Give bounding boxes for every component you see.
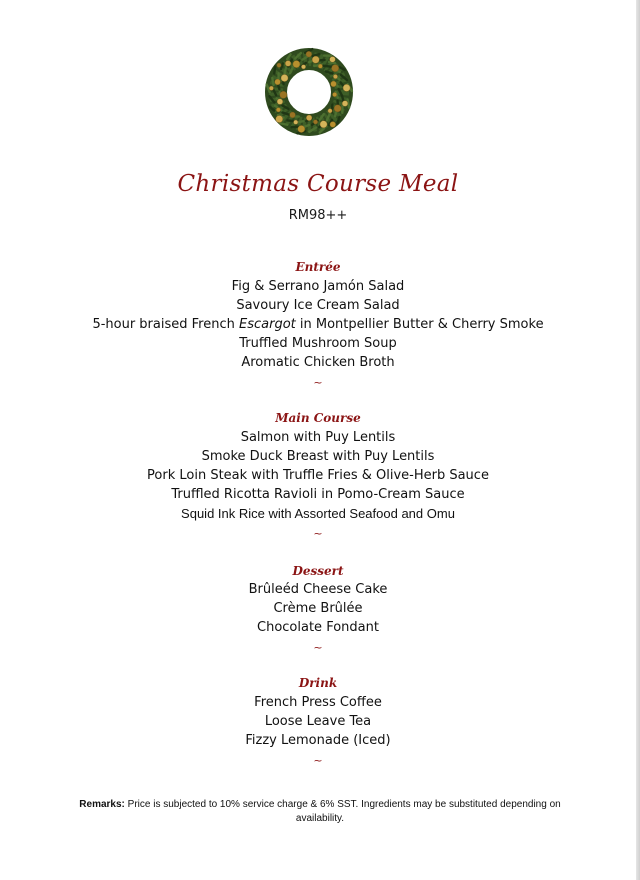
menu-item: Fig & Serrano Jamón Salad bbox=[231, 279, 405, 294]
menu-item: Brûleéd Cheese Cake bbox=[248, 582, 388, 597]
section-heading-main-course: Main Course bbox=[275, 411, 361, 425]
section-separator: ~ bbox=[313, 754, 323, 767]
menu-item-text: in Montpellier Butter & Cherry Smoke bbox=[295, 317, 544, 332]
menu-item: Savoury Ice Cream Salad bbox=[236, 298, 400, 313]
menu-item: Truffled Ricotta Ravioli in Pomo-Cream Sauce bbox=[171, 487, 465, 502]
section-heading-drink: Drink bbox=[298, 676, 338, 690]
menu-item: French Press Coffee bbox=[254, 695, 382, 710]
remarks-label: Remarks: bbox=[79, 799, 125, 810]
menu-item-text: 5-hour braised French bbox=[92, 317, 239, 332]
menu-item: Salmon with Puy Lentils bbox=[240, 430, 396, 445]
remarks-text: Price is subjected to 10% service charge & 6% SST. Ingredients may be substituted depending on availability. bbox=[124, 799, 561, 824]
section-heading-entree: Entrée bbox=[295, 260, 341, 274]
wreath-icon bbox=[262, 36, 356, 148]
menu-item: Aromatic Chicken Broth bbox=[241, 355, 395, 370]
menu-item bbox=[0, 317, 636, 332]
menu-item: Truffled Mushroom Soup bbox=[239, 336, 397, 351]
menu-item: Fizzy Lemonade (Iced) bbox=[245, 733, 391, 748]
menu-item: Smoke Duck Breast with Puy Lentils bbox=[201, 449, 435, 464]
menu-item: Chocolate Fondant bbox=[257, 620, 379, 635]
menu-item-emphasis: Escargot bbox=[239, 317, 296, 332]
section-heading-dessert: Dessert bbox=[292, 564, 344, 578]
section-separator: ~ bbox=[313, 641, 323, 654]
menu-item: Loose Leave Tea bbox=[264, 714, 372, 729]
menu-title: Christmas Course Meal bbox=[177, 171, 459, 197]
menu-item: Squid Ink Rice with Assorted Seafood and Omu bbox=[181, 506, 455, 521]
section-separator: ~ bbox=[313, 376, 323, 389]
menu-price: RM98++ bbox=[288, 208, 348, 223]
page-edge bbox=[636, 0, 640, 880]
section-separator: ~ bbox=[313, 527, 323, 540]
menu-item: Crème Brûlée bbox=[273, 601, 363, 616]
remarks-note bbox=[60, 798, 580, 826]
menu-item: Pork Loin Steak with Truffle Fries & Olive-Herb Sauce bbox=[147, 468, 489, 483]
